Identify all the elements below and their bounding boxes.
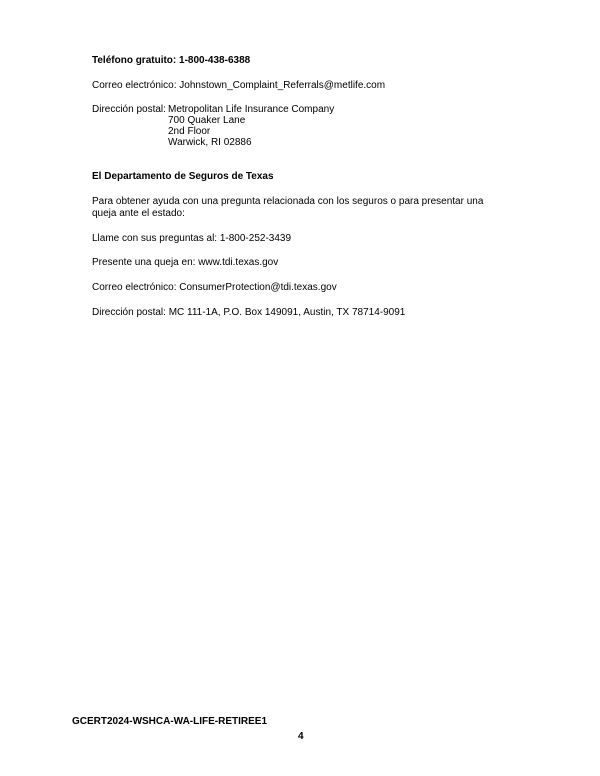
page-number: 4 <box>298 731 304 742</box>
metlife-toll-free-phone: Teléfono gratuito: 1-800-438-6388 <box>92 55 251 66</box>
texas-complaint-line: Presente una queja en: www.tdi.texas.gov <box>92 257 279 268</box>
texas-section-heading: El Departamento de Seguros de Texas <box>92 171 274 182</box>
texas-email-line: Correo electrónico: ConsumerProtection@tdi.texas.gov <box>92 282 337 293</box>
metlife-email: Correo electrónico: Johnstown_Complaint_Referrals@metlife.com <box>92 80 386 91</box>
metlife-mail-label: Dirección postal: <box>92 104 166 115</box>
metlife-address-line-3: 2nd Floor <box>168 126 211 137</box>
texas-call-line: Llame con sus preguntas al: 1-800-252-3439 <box>92 233 292 244</box>
metlife-address-line-2: 700 Quaker Lane <box>168 115 246 126</box>
form-code-footer: GCERT2024-WSHCA-WA-LIFE-RETIREE1 <box>72 716 268 727</box>
metlife-address-line-1: Metropolitan Life Insurance Company <box>168 104 335 115</box>
texas-intro-paragraph: Para obtener ayuda con una pregunta relacionada con los seguros o para presentar una queja ante el estado: <box>92 196 484 219</box>
metlife-address-line-4: Warwick, RI 02886 <box>168 137 252 148</box>
texas-mail-line: Dirección postal: MC 111-1A, P.O. Box 149091, Austin, TX 78714-9091 <box>92 307 406 318</box>
